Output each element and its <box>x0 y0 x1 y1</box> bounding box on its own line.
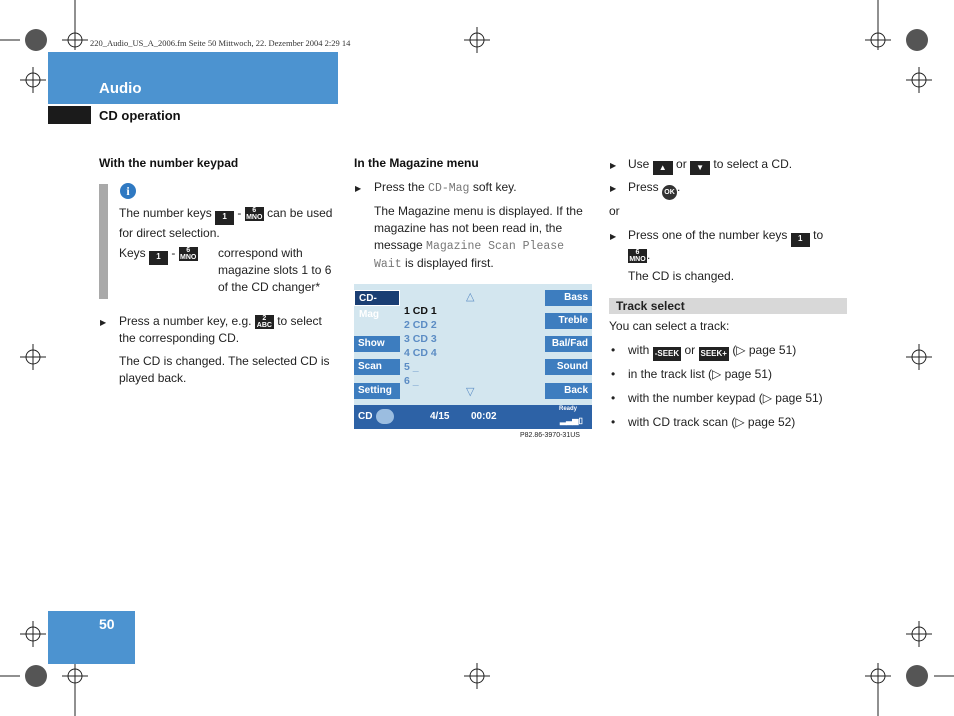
subsection-title: CD operation <box>99 108 181 123</box>
slot-6: 6 _ <box>404 375 419 387</box>
figure-reference: P82.86-3970-31US <box>520 432 580 439</box>
key-6-icon: 6 MNO <box>180 247 197 261</box>
col3-step3: Press one of the number keys 1 to 6 MNO. <box>628 228 824 263</box>
softkey-setting: Setting <box>354 383 400 399</box>
info-text-1 <box>119 205 339 242</box>
col1-result: The CD is changed. The selected CD is played back. <box>119 354 330 385</box>
slot-5: 5 _ <box>404 361 419 373</box>
track-intro: You can select a track: <box>609 319 730 333</box>
scroll-down-icon: ▽ <box>466 386 475 398</box>
keys-word: Keys <box>119 246 146 260</box>
page-number-box <box>48 611 135 664</box>
bullet-dot: • <box>611 391 616 405</box>
slot-3: 3 CD 3 <box>404 333 437 345</box>
info-text-1-b: can be used for direct selection. <box>119 206 333 240</box>
bullet-dot: • <box>611 415 616 429</box>
subsection-marker <box>48 106 91 124</box>
slot-1: 1 CD 1 <box>404 305 437 317</box>
softkey-cd-mag: CD-Mag <box>354 290 400 306</box>
track-option-scan: with CD track scan (▷ page 52) <box>628 415 796 429</box>
scroll-up-icon: △ <box>466 291 475 303</box>
softkey-treble: Treble <box>545 313 592 329</box>
track-option-seek: with -SEEK or SEEK+ (▷ page 51) <box>628 342 848 361</box>
col2-step: Press the CD-Mag soft key. <box>374 180 517 195</box>
dash: - <box>237 206 242 220</box>
col3-result: The CD is changed. <box>628 269 735 283</box>
softkey-bass: Bass <box>545 290 592 306</box>
col2-para: The Magazine menu is displayed. If the magazine has not been read in, the message Magazine Scan Please Wait is displayed first. <box>374 204 583 271</box>
col3-step2: Press OK . <box>628 179 680 200</box>
col3-step1: Use ▲ or ▼ to select a CD. <box>628 156 848 175</box>
bullet-dot: • <box>611 343 616 357</box>
info-icon: i <box>120 183 136 199</box>
key-1-icon: 1 <box>149 251 168 265</box>
key-2-icon: 2 ABC <box>256 315 272 329</box>
page-number: 50 <box>99 616 115 632</box>
key-1-icon: 1 <box>215 211 234 225</box>
status-ready: Ready <box>559 406 578 412</box>
softkey-sound: Sound <box>545 359 592 375</box>
down-key-icon: ▼ <box>690 161 710 175</box>
cd-disc-icon <box>376 409 394 424</box>
source-label: CD <box>358 411 373 422</box>
key-6-icon: 6 MNO <box>629 249 646 263</box>
softkey-scan: Scan <box>354 359 400 375</box>
track-select-heading: Track select <box>616 299 685 313</box>
track-option-keypad: with the number keypad (▷ page 51) <box>628 391 823 405</box>
seek-plus-icon: SEEK+ <box>699 347 729 361</box>
track-option-list: in the track list (▷ page 51) <box>628 367 772 381</box>
softkey-back: Back <box>545 383 592 399</box>
ok-button-icon: OK <box>662 185 677 200</box>
up-key-icon: ▲ <box>653 161 673 175</box>
track-info: 4/15 <box>430 411 450 422</box>
file-header-meta: 220_Audio_US_A_2006.fm Seite 50 Mittwoch, 22. Dezember 2004 2:29 14 <box>90 38 351 48</box>
bullet-triangle-icon: ▶ <box>355 184 362 193</box>
bullet-dot: • <box>611 367 616 381</box>
col1-step: Press a number key, e.g. 2 ABC to select the corresponding CD. <box>119 314 322 345</box>
softkey-show: Show <box>354 336 400 352</box>
col1-heading: With the number keypad <box>99 156 239 170</box>
info-text-1-a: The number keys <box>119 206 212 220</box>
bullet-triangle-icon: ▶ <box>610 184 617 193</box>
key-6-icon: 6 MNO <box>246 207 263 221</box>
magazine-menu-screen <box>354 284 592 429</box>
section-title: Audio <box>99 80 142 97</box>
seek-minus-icon: -SEEK <box>653 347 681 361</box>
col3-or: or <box>609 204 620 218</box>
info-text-2: correspond with magazine slots 1 to 6 of the CD changer* <box>218 246 332 294</box>
slot-4: 4 CD 4 <box>404 347 437 359</box>
key-1-icon: 1 <box>791 233 810 247</box>
bullet-triangle-icon: ▶ <box>100 318 107 327</box>
col2-heading: In the Magazine menu <box>354 156 479 170</box>
softkey-bal-fad: Bal/Fad <box>545 336 592 352</box>
play-time: 00:02 <box>471 411 497 422</box>
slot-2: 2 CD 2 <box>404 319 437 331</box>
bullet-triangle-icon: ▶ <box>610 161 617 170</box>
bullet-triangle-icon: ▶ <box>610 232 617 241</box>
info-bar <box>99 184 108 299</box>
section-bar <box>48 52 338 104</box>
screen-status-bar <box>354 405 592 429</box>
info-keys: Keys 1 - 6 MNO <box>119 245 219 265</box>
signal-bars-icon: ▂▃▅▯ <box>560 416 583 425</box>
